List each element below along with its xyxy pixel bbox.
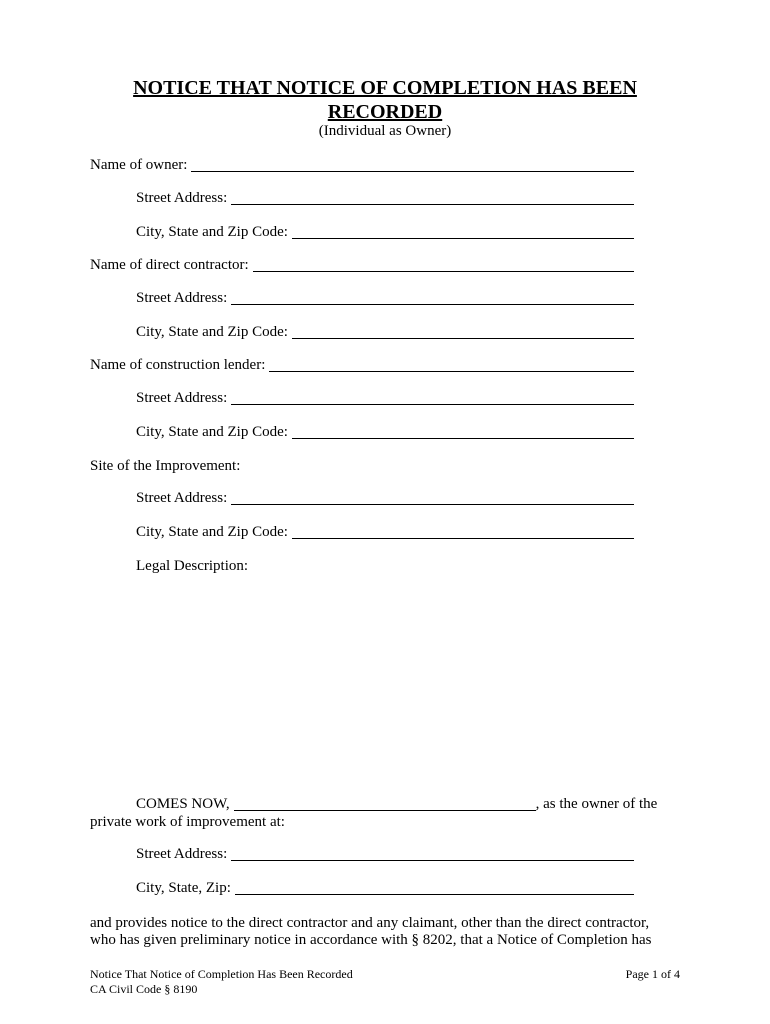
site-city-label: City, State and Zip Code:: [136, 524, 288, 540]
footer-code: CA Civil Code § 8190: [90, 982, 198, 996]
improvement-city-label: City, State, Zip:: [136, 880, 231, 896]
title-line-2: RECORDED: [327, 101, 443, 123]
owner-street-field: [136, 189, 634, 207]
improvement-street-line[interactable]: [231, 846, 634, 861]
lender-city-line[interactable]: [292, 424, 634, 439]
contractor-city-line[interactable]: [292, 324, 634, 339]
site-street-label: Street Address:: [136, 490, 228, 506]
legal-description-label: Legal Description:: [136, 558, 249, 574]
contractor-street-field: [136, 289, 634, 307]
owner-name-line[interactable]: [191, 157, 634, 172]
improvement-city-line[interactable]: [235, 880, 634, 895]
improvement-city-field: [136, 879, 634, 897]
owner-street-label: Street Address:: [136, 190, 228, 206]
subtitle: (Individual as Owner): [318, 123, 452, 139]
owner-city-field: [136, 223, 634, 241]
comes-now-field: [136, 795, 668, 813]
contractor-name-field: [90, 256, 634, 274]
owner-name-label: Name of owner:: [90, 157, 188, 173]
site-street-line[interactable]: [231, 490, 634, 505]
contractor-street-line[interactable]: [231, 290, 634, 305]
contractor-city-label: City, State and Zip Code:: [136, 324, 288, 340]
improvement-street-label: Street Address:: [136, 846, 228, 862]
site-street-field: [136, 489, 634, 507]
comes-now-line-2: private work of improvement at:: [90, 814, 285, 830]
title-line-1: NOTICE THAT NOTICE OF COMPLETION HAS BEEN: [133, 77, 637, 99]
contractor-name-line[interactable]: [253, 257, 634, 272]
body-text-line-1: and provides notice to the direct contractor and any claimant, other than the direct contractor,: [90, 915, 650, 931]
lender-name-field: [90, 356, 634, 374]
lender-street-label: Street Address:: [136, 390, 228, 406]
lender-street-field: [136, 389, 634, 407]
contractor-city-field: [136, 323, 634, 341]
owner-city-line[interactable]: [292, 224, 634, 239]
lender-street-line[interactable]: [231, 390, 634, 405]
comes-now-prefix: COMES NOW,: [136, 796, 230, 812]
improvement-street-field: [136, 845, 634, 863]
lender-city-field: [136, 423, 634, 441]
lender-name-label: Name of construction lender:: [90, 357, 266, 373]
site-city-line[interactable]: [292, 524, 634, 539]
site-city-field: [136, 523, 634, 541]
footer-page-number: Page 1 of 4: [625, 967, 680, 981]
contractor-name-label: Name of direct contractor:: [90, 257, 249, 273]
comes-now-suffix: , as the owner of the: [535, 796, 658, 812]
site-heading: Site of the Improvement:: [90, 458, 241, 474]
lender-city-label: City, State and Zip Code:: [136, 424, 288, 440]
lender-name-line[interactable]: [269, 357, 634, 372]
comes-now-owner-line[interactable]: [234, 796, 536, 811]
owner-street-line[interactable]: [231, 190, 634, 205]
contractor-street-label: Street Address:: [136, 290, 228, 306]
body-text-line-2: who has given preliminary notice in accordance with § 8202, that a Notice of Completion has: [90, 932, 652, 948]
owner-name-field: [90, 156, 634, 174]
owner-city-label: City, State and Zip Code:: [136, 224, 288, 240]
footer-doc-title: Notice That Notice of Completion Has Been Recorded: [90, 967, 353, 981]
